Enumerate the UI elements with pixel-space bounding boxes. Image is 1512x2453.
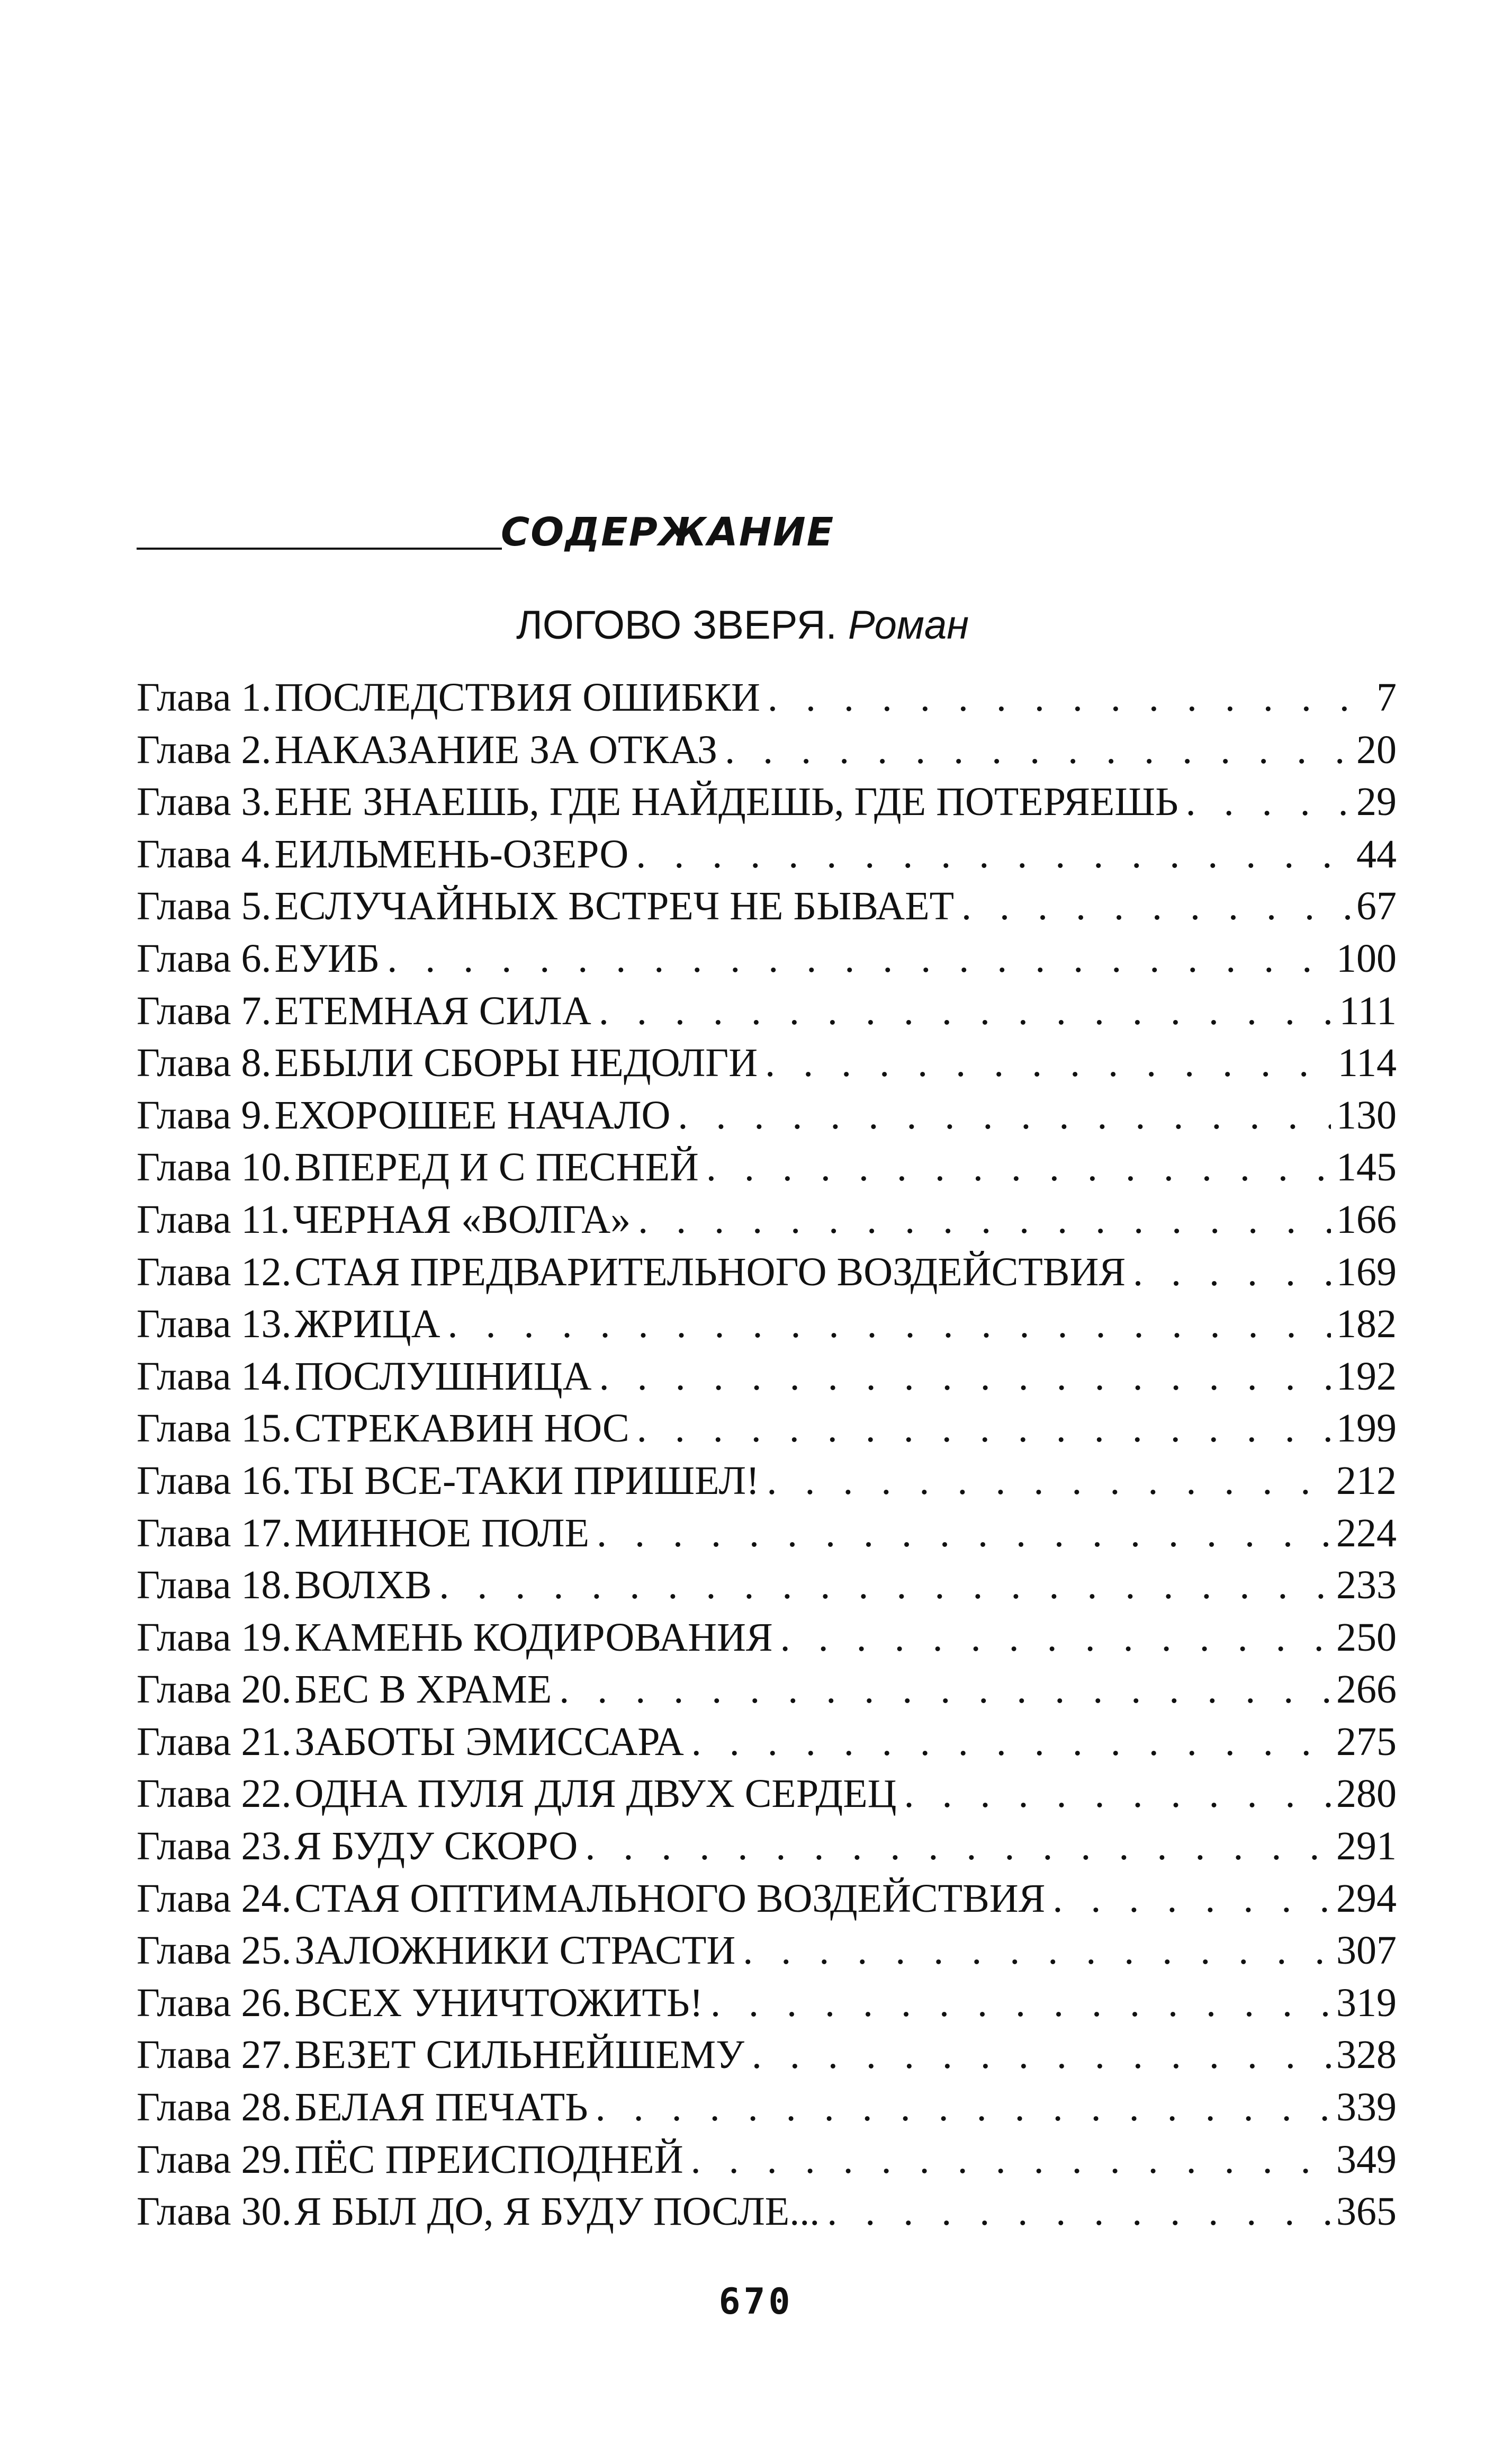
chapter-page-number: 291 (1336, 1824, 1397, 1869)
dot-leader (760, 672, 1371, 723)
chapter-label: Глава 3. (137, 780, 272, 825)
chapter-label: Глава 7. (137, 988, 272, 1033)
work-title-text: ЛОГОВО ЗВЕРЯ. (516, 603, 837, 648)
chapter-label: Глава 20. (137, 1667, 292, 1712)
chapter-label: Глава 15. (137, 1406, 292, 1451)
chapter-label: Глава 16. (137, 1458, 292, 1503)
chapter-label: Глава 27. (137, 2033, 292, 2078)
dot-leader (629, 1402, 1331, 1454)
dot-leader (1126, 1246, 1331, 1298)
toc-entry (137, 1141, 1397, 1194)
toc-entry (137, 2186, 1397, 2238)
chapter-label: Глава 24. (137, 1876, 292, 1921)
chapter-label: Глава 17. (137, 1510, 292, 1555)
chapter-label: Глава 5. (137, 884, 272, 929)
chapter-label: Глава 13. (137, 1302, 292, 1347)
dot-leader (735, 1924, 1331, 1976)
chapter-title: ВПЕРЕД И С ПЕСНЕЙ (294, 1145, 699, 1190)
dot-leader (631, 1194, 1331, 1246)
chapter-page-number: 275 (1336, 1719, 1397, 1764)
chapter-label: Глава 29. (137, 2137, 292, 2182)
chapter-title: ЕБЫЛИ СБОРЫ НЕДОЛГИ (274, 1041, 758, 1086)
chapter-page-number: 224 (1336, 1510, 1397, 1555)
dot-leader (759, 1455, 1331, 1507)
toc-entry (137, 1820, 1397, 1873)
dot-leader (552, 1663, 1331, 1715)
chapter-label: Глава 12. (137, 1249, 292, 1294)
toc-entry (137, 985, 1397, 1037)
dot-leader (578, 1820, 1331, 1872)
chapter-title: ВСЕХ УНИЧТОЖИТЬ! (294, 1980, 703, 2025)
chapter-title: ЗАБОТЫ ЭМИССАРА (294, 1719, 684, 1764)
chapter-label: Глава 2. (137, 727, 272, 772)
chapter-page-number: 199 (1336, 1406, 1397, 1451)
dot-leader (683, 2134, 1331, 2186)
chapter-page-number: 307 (1336, 1928, 1397, 1973)
chapter-page-number: 166 (1336, 1197, 1397, 1242)
chapter-title: НАКАЗАНИЕ ЗА ОТКАЗ (274, 727, 718, 772)
chapter-label: Глава 18. (137, 1563, 292, 1608)
chapter-title: СТАЯ ПРЕДВАРИТЕЛЬНОГО ВОЗДЕЙСТВИЯ (294, 1249, 1126, 1294)
chapter-label: Глава 25. (137, 1928, 292, 1973)
chapter-page-number: 182 (1336, 1302, 1397, 1347)
chapter-page-number: 349 (1336, 2137, 1397, 2182)
chapter-title: ЕУИБ (274, 936, 380, 981)
toc-entry (137, 1559, 1397, 1612)
toc-entry (137, 1507, 1397, 1560)
chapter-title: ВЕЗЕТ СИЛЬНЕЙШЕМУ (294, 2033, 744, 2078)
chapter-page-number: 319 (1336, 1980, 1397, 2025)
dot-leader (684, 1716, 1331, 1768)
work-title (516, 596, 969, 655)
dot-leader (703, 1977, 1331, 2029)
toc-entry (137, 672, 1397, 724)
toc-entry (137, 2081, 1397, 2134)
toc-entry (137, 2029, 1397, 2081)
chapter-label: Глава 10. (137, 1145, 292, 1190)
toc-entry (137, 880, 1397, 933)
chapter-title: ТЫ ВСЕ-ТАКИ ПРИШЕЛ! (294, 1458, 760, 1503)
dot-leader (628, 828, 1351, 880)
chapter-page-number: 365 (1336, 2189, 1397, 2234)
dot-leader (431, 1559, 1331, 1611)
work-genre: Роман (848, 603, 969, 648)
chapter-label: Глава 4. (137, 831, 272, 876)
dot-leader (1045, 1873, 1331, 1924)
chapter-label: Глава 1. (137, 675, 272, 720)
chapter-label: Глава 19. (137, 1615, 292, 1660)
chapter-page-number: 111 (1339, 988, 1397, 1033)
chapter-page-number: 294 (1336, 1876, 1397, 1921)
contents-heading: СОДЕРЖАНИЕ (501, 509, 835, 555)
chapter-title: ПОСЛУШНИЦА (294, 1354, 592, 1399)
toc-entry (137, 1977, 1397, 2029)
toc-entry (137, 1455, 1397, 1507)
chapter-page-number: 100 (1336, 936, 1397, 981)
toc-entry (137, 1298, 1397, 1350)
dot-leader (699, 1141, 1331, 1193)
dot-leader (897, 1768, 1331, 1820)
dot-leader (588, 2081, 1331, 2133)
chapter-title: ПЁС ПРЕИСПОДНЕЙ (294, 2137, 683, 2182)
chapter-title: ВОЛХВ (294, 1563, 432, 1608)
chapter-title: ЧЕРНАЯ «ВОЛГА» (293, 1197, 631, 1242)
toc-entry (137, 1612, 1397, 1664)
chapter-label: Глава 14. (137, 1354, 292, 1399)
chapter-title: СТАЯ ОПТИМАЛЬНОГО ВОЗДЕЙСТВИЯ (294, 1876, 1046, 1921)
toc-entry (137, 1037, 1397, 1089)
chapter-label: Глава 21. (137, 1719, 292, 1764)
chapter-title: ЕТЕМНАЯ СИЛА (274, 988, 591, 1033)
toc-entry (137, 1194, 1397, 1246)
chapter-page-number: 130 (1336, 1093, 1397, 1138)
chapter-page-number: 145 (1336, 1145, 1397, 1190)
dot-leader (440, 1298, 1331, 1350)
chapter-title: Я БЫЛ ДО, Я БУДУ ПОСЛЕ... (294, 2189, 820, 2234)
chapter-title: ОДНА ПУЛЯ ДЛЯ ДВУХ СЕРДЕЦ (294, 1771, 897, 1816)
chapter-page-number: 339 (1336, 2085, 1397, 2130)
toc-entry (137, 1873, 1397, 1925)
dot-leader (591, 985, 1334, 1037)
toc-entry (137, 1768, 1397, 1820)
dot-leader (744, 2029, 1331, 2081)
chapter-label: Глава 8. (137, 1041, 272, 1086)
chapter-title: КАМЕНЬ КОДИРОВАНИЯ (294, 1615, 773, 1660)
chapter-title: ПОСЛЕДСТВИЯ ОШИБКИ (274, 675, 760, 720)
chapter-title: ЕИЛЬМЕНЬ-ОЗЕРО (274, 831, 629, 876)
contents-heading-row (137, 503, 835, 561)
toc-entry (137, 1663, 1397, 1716)
chapter-page-number: 169 (1336, 1249, 1397, 1294)
toc-entry (137, 828, 1397, 881)
chapter-page-number: 44 (1356, 831, 1397, 876)
chapter-title: СТРЕКАВИН НОС (294, 1406, 629, 1451)
chapter-label: Глава 9. (137, 1093, 272, 1138)
table-of-contents (137, 672, 1397, 2238)
dot-leader (758, 1037, 1333, 1089)
chapter-label: Глава 28. (137, 2085, 292, 2130)
chapter-page-number: 20 (1356, 727, 1397, 772)
dot-leader (589, 1507, 1331, 1559)
toc-entry (137, 1350, 1397, 1403)
toc-entry (137, 1402, 1397, 1455)
dot-leader (592, 1350, 1331, 1402)
chapter-label: Глава 23. (137, 1824, 292, 1869)
dot-leader (717, 724, 1351, 776)
chapter-label: Глава 22. (137, 1771, 292, 1816)
dot-leader (954, 880, 1351, 932)
toc-entry (137, 1089, 1397, 1142)
chapter-page-number: 29 (1356, 780, 1397, 825)
toc-entry (137, 933, 1397, 985)
chapter-page-number: 266 (1336, 1667, 1397, 1712)
toc-entry (137, 1246, 1397, 1299)
dot-leader (1178, 776, 1351, 828)
toc-entry (137, 1924, 1397, 1977)
chapter-title: МИННОЕ ПОЛЕ (294, 1510, 589, 1555)
heading-rule (137, 548, 502, 550)
chapter-label: Глава 26. (137, 1980, 292, 2025)
chapter-page-number: 212 (1336, 1458, 1397, 1503)
dot-leader (670, 1089, 1331, 1141)
dot-leader (820, 2186, 1331, 2237)
chapter-page-number: 7 (1376, 675, 1397, 720)
toc-entry (137, 2134, 1397, 2186)
chapter-label: Глава 11. (137, 1197, 290, 1242)
chapter-title: ЗАЛОЖНИКИ СТРАСТИ (294, 1928, 736, 1973)
dot-leader (380, 933, 1331, 984)
toc-entry (137, 724, 1397, 776)
dot-leader (773, 1612, 1331, 1663)
chapter-page-number: 250 (1336, 1615, 1397, 1660)
chapter-page-number: 328 (1336, 2033, 1397, 2078)
chapter-title: ЕСЛУЧАЙНЫХ ВСТРЕЧ НЕ БЫВАЕТ (274, 884, 955, 929)
chapter-label: Глава 30. (137, 2189, 292, 2234)
page-number: 670 (718, 2281, 794, 2323)
chapter-page-number: 280 (1336, 1771, 1397, 1816)
chapter-page-number: 114 (1337, 1041, 1397, 1086)
chapter-page-number: 67 (1356, 884, 1397, 929)
chapter-page-number: 233 (1336, 1563, 1397, 1608)
chapter-title: БЕС В ХРАМЕ (294, 1667, 552, 1712)
chapter-title: БЕЛАЯ ПЕЧАТЬ (294, 2085, 588, 2130)
chapter-title: Я БУДУ СКОРО (294, 1824, 578, 1869)
chapter-label: Глава 6. (137, 936, 272, 981)
chapter-title: ЖРИЦА (294, 1302, 440, 1347)
toc-entry (137, 776, 1397, 828)
chapter-page-number: 192 (1336, 1354, 1397, 1399)
chapter-title: ЕНЕ ЗНАЕШЬ, ГДЕ НАЙДЕШЬ, ГДЕ ПОТЕРЯЕШЬ (274, 780, 1178, 825)
toc-entry (137, 1716, 1397, 1768)
chapter-title: ЕХОРОШЕЕ НАЧАЛО (274, 1093, 671, 1138)
